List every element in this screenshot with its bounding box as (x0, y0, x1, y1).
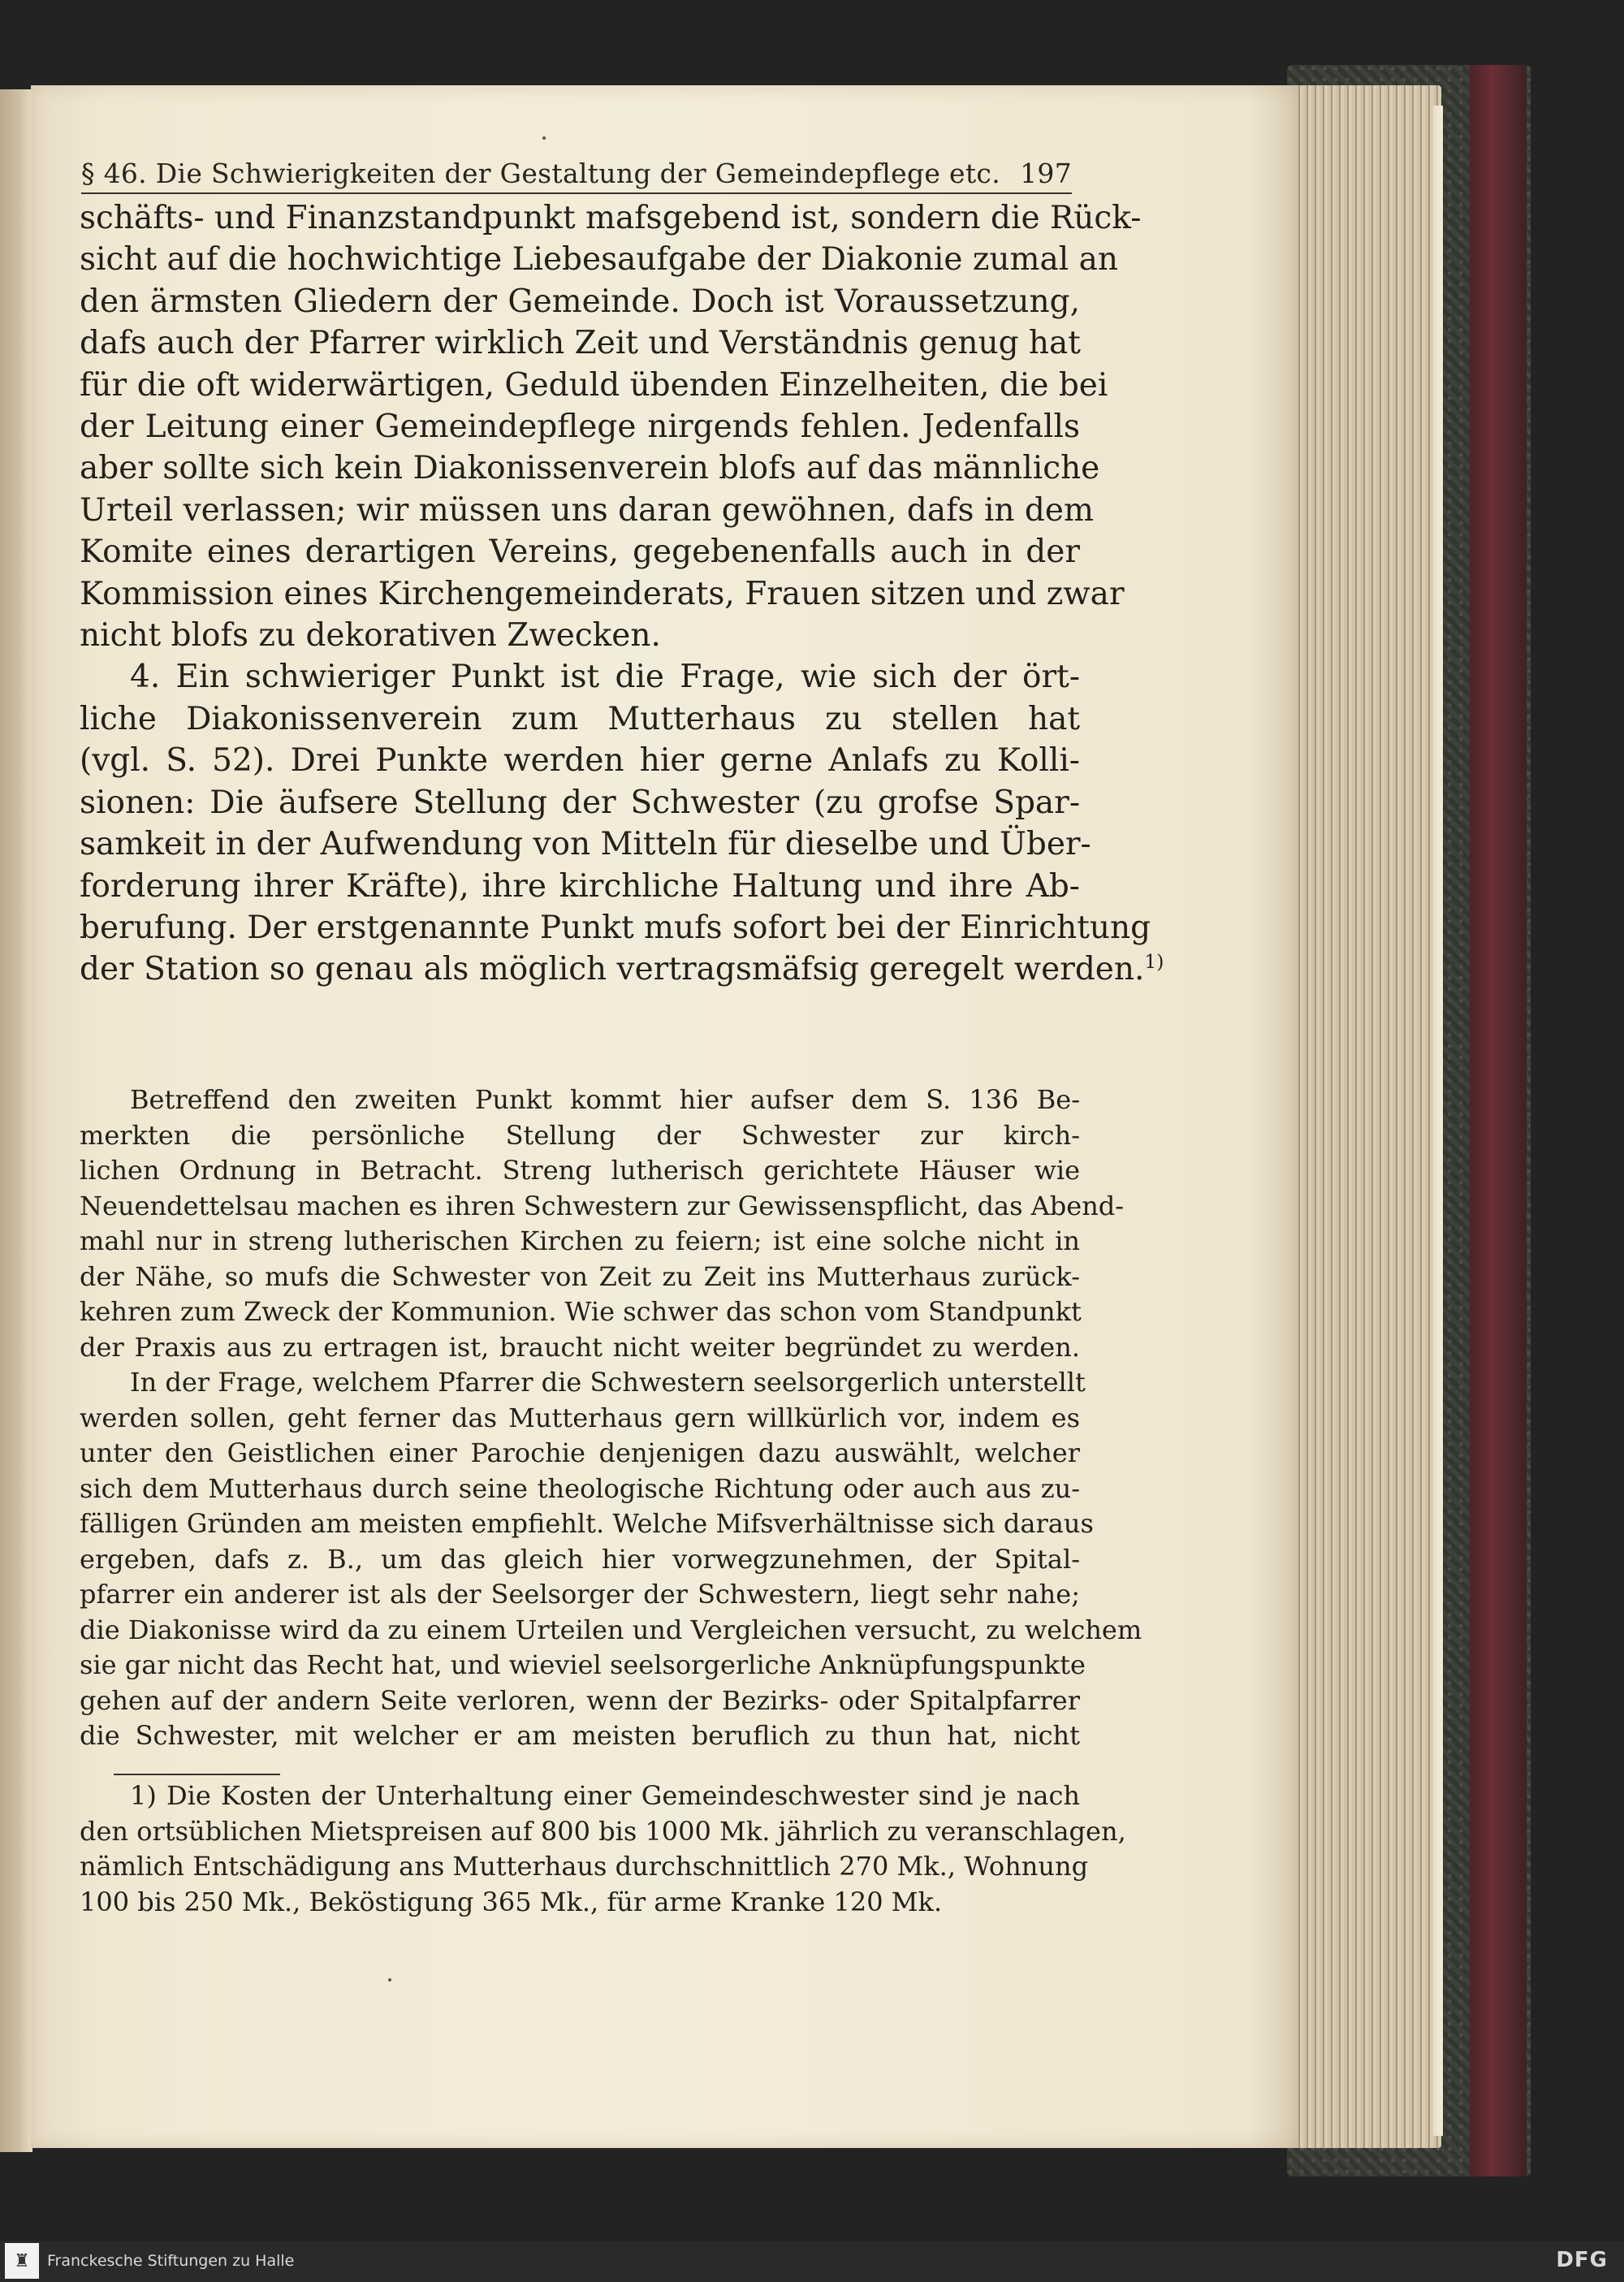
text-line-content: der Station so genau als möglich vertragsmäfsig geregelt werden. (80, 951, 1145, 988)
text-line: der Nähe, so mufs die Schwester von Zeit zu Zeit ins Mutterhaus zurück- (80, 1260, 1080, 1292)
text-line: Urteil verlassen; wir müssen uns daran gewöhnen, dafs in dem (80, 491, 1094, 529)
small-body-text (80, 1083, 1142, 1754)
footnote-reference: 1) (1144, 950, 1164, 974)
footnote-line: 1) Die Kosten der Unterhaltung einer Gemeindeschwester sind je nach (130, 1780, 1080, 1811)
text-line: pfarrer ein anderer ist als der Seelsorger der Schwestern, liegt sehr nahe; (80, 1579, 1080, 1610)
text-line: schäfts- und Finanzstandpunkt mafsgebend ist, sondern die Rück- (80, 200, 1142, 236)
text-line: die Schwester, mit welcher er am meisten beruflich zu thun hat, nicht (80, 1720, 1080, 1751)
text-line: für die oft widerwärtigen, Geduld übenden Einzelheiten, die bei (80, 366, 1108, 404)
page-stack (1279, 85, 1441, 2148)
text-line: liche Diakonissenverein zum Mutterhaus zu stellen hat (80, 700, 1080, 737)
text-line: sich dem Mutterhaus durch seine theologische Richtung oder auch aus zu- (80, 1472, 1080, 1504)
text-line: berufung. Der erstgenannte Punkt mufs sofort bei der Einrichtung (80, 909, 1151, 946)
footnote-line: 100 bis 250 Mk., Beköstigung 365 Mk., für arme Kranke 120 Mk. (80, 1886, 943, 1917)
text-line: nicht blofs zu dekorativen Zwecken. (80, 617, 661, 655)
text-line: der Praxis aus zu ertragen ist, braucht nicht weiter begründet zu werden. (80, 1331, 1080, 1363)
footnote-line: den ortsüblichen Mietspreisen auf 800 bis 1000 Mk. jährlich zu veranschlagen, (80, 1815, 1126, 1847)
running-header (81, 150, 1072, 189)
dfg-logo: DFG (1556, 2248, 1608, 2272)
text-line: den ärmsten Gliedern der Gemeinde. Doch ist Voraussetzung, (80, 283, 1080, 320)
text-line: In der Frage, welchem Pfarrer die Schwestern seelsorgerlich unterstellt (130, 1367, 1086, 1398)
text-line: kehren zum Zweck der Kommunion. Wie schwer das schon vom Standpunkt (80, 1296, 1082, 1327)
institution-logo-icon: ♜ (5, 2243, 39, 2279)
footnote (80, 1778, 1126, 1920)
speck-mark (542, 136, 546, 140)
text-line: Kommission eines Kirchengemeinderats, Frauen sitzen und zwar (80, 575, 1125, 612)
page-number: 197 (1020, 158, 1072, 189)
text-line: dafs auch der Pfarrer wirklich Zeit und Verständnis genug hat (80, 325, 1081, 362)
section-number: § 46. (81, 158, 147, 189)
footnote-line: nämlich Entschädigung ans Mutterhaus durchschnittlich 270 Mk., Wohnung (80, 1851, 1089, 1882)
text-line: Komite eines derartigen Vereins, gegebenenfalls auch in der (80, 534, 1080, 571)
text-line: Betreffend den zweiten Punkt kommt hier aufser dem S. 136 Be- (130, 1084, 1080, 1115)
text-line: lichen Ordnung in Betracht. Streng lutherisch gerichtete Häuser wie (80, 1155, 1080, 1186)
text-line: samkeit in der Aufwendung von Mitteln für dieselbe und Über- (80, 826, 1091, 863)
text-line: unter den Geistlichen einer Parochie denjenigen dazu auswählt, welcher (80, 1437, 1080, 1468)
text-line: der Leitung einer Gemeindepflege nirgends fehlen. Jedenfalls (80, 408, 1080, 446)
text-line: mahl nur in streng lutherischen Kirchen zu feiern; ist eine solche nicht in (80, 1225, 1080, 1256)
left-page-edge (0, 89, 32, 2152)
text-line: sie gar nicht das Recht hat, und wieviel seelsorgerliche Anknüpfungspunkte (80, 1649, 1086, 1680)
text-line: Neuendettelsau machen es ihren Schwestern zur Gewissenspflicht, das Abend- (80, 1190, 1125, 1221)
text-line: sionen: Die äufsere Stellung der Schwester (zu grofse Spar- (80, 784, 1080, 821)
book-spine-edge (1470, 65, 1527, 2176)
text-line (80, 949, 1164, 990)
page-stack-edge (1433, 106, 1443, 2136)
text-line: (vgl. S. 52). Drei Punkte werden hier gerne Anlafs zu Kolli- (80, 742, 1080, 780)
main-body-text (80, 197, 1164, 991)
text-line: 4. Ein schwieriger Punkt ist die Frage, wie sich der ört- (130, 659, 1080, 696)
text-line: fälligen Gründen am meisten empfiehlt. Welche Mifsverhältnisse sich daraus (80, 1508, 1094, 1539)
header-rule (81, 192, 1072, 194)
text-line: forderung ihrer Kräfte), ihre kirchliche Haltung und ihre Ab- (80, 867, 1080, 905)
section-title: Die Schwierigkeiten der Gestaltung der Gemeindepflege etc. (155, 158, 1000, 189)
text-line: aber sollte sich kein Diakonissenverein blofs auf das männliche (80, 450, 1100, 487)
text-line: sicht auf die hochwichtige Liebesaufgabe der Diakonie zumal an (80, 241, 1118, 279)
text-line: die Diakonisse wird da zu einem Urteilen und Vergleichen versucht, zu welchem (80, 1614, 1142, 1645)
header-section-title (81, 158, 1000, 189)
text-line: ergeben, dafs z. B., um das gleich hier vorwegzunehmen, der Spital- (80, 1543, 1080, 1575)
text-line: gehen auf der andern Seite verloren, wenn der Bezirks- oder Spitalpfarrer (80, 1684, 1080, 1716)
footnote-rule (114, 1774, 280, 1775)
institution-name: Franckesche Stiftungen zu Halle (47, 2252, 295, 2270)
speck-mark (388, 1978, 391, 1982)
text-line: werden sollen, geht ferner das Mutterhaus gern willkürlich vor, indem es (80, 1402, 1080, 1433)
text-line: merkten die persönliche Stellung der Schwester zur kirch- (80, 1119, 1080, 1151)
